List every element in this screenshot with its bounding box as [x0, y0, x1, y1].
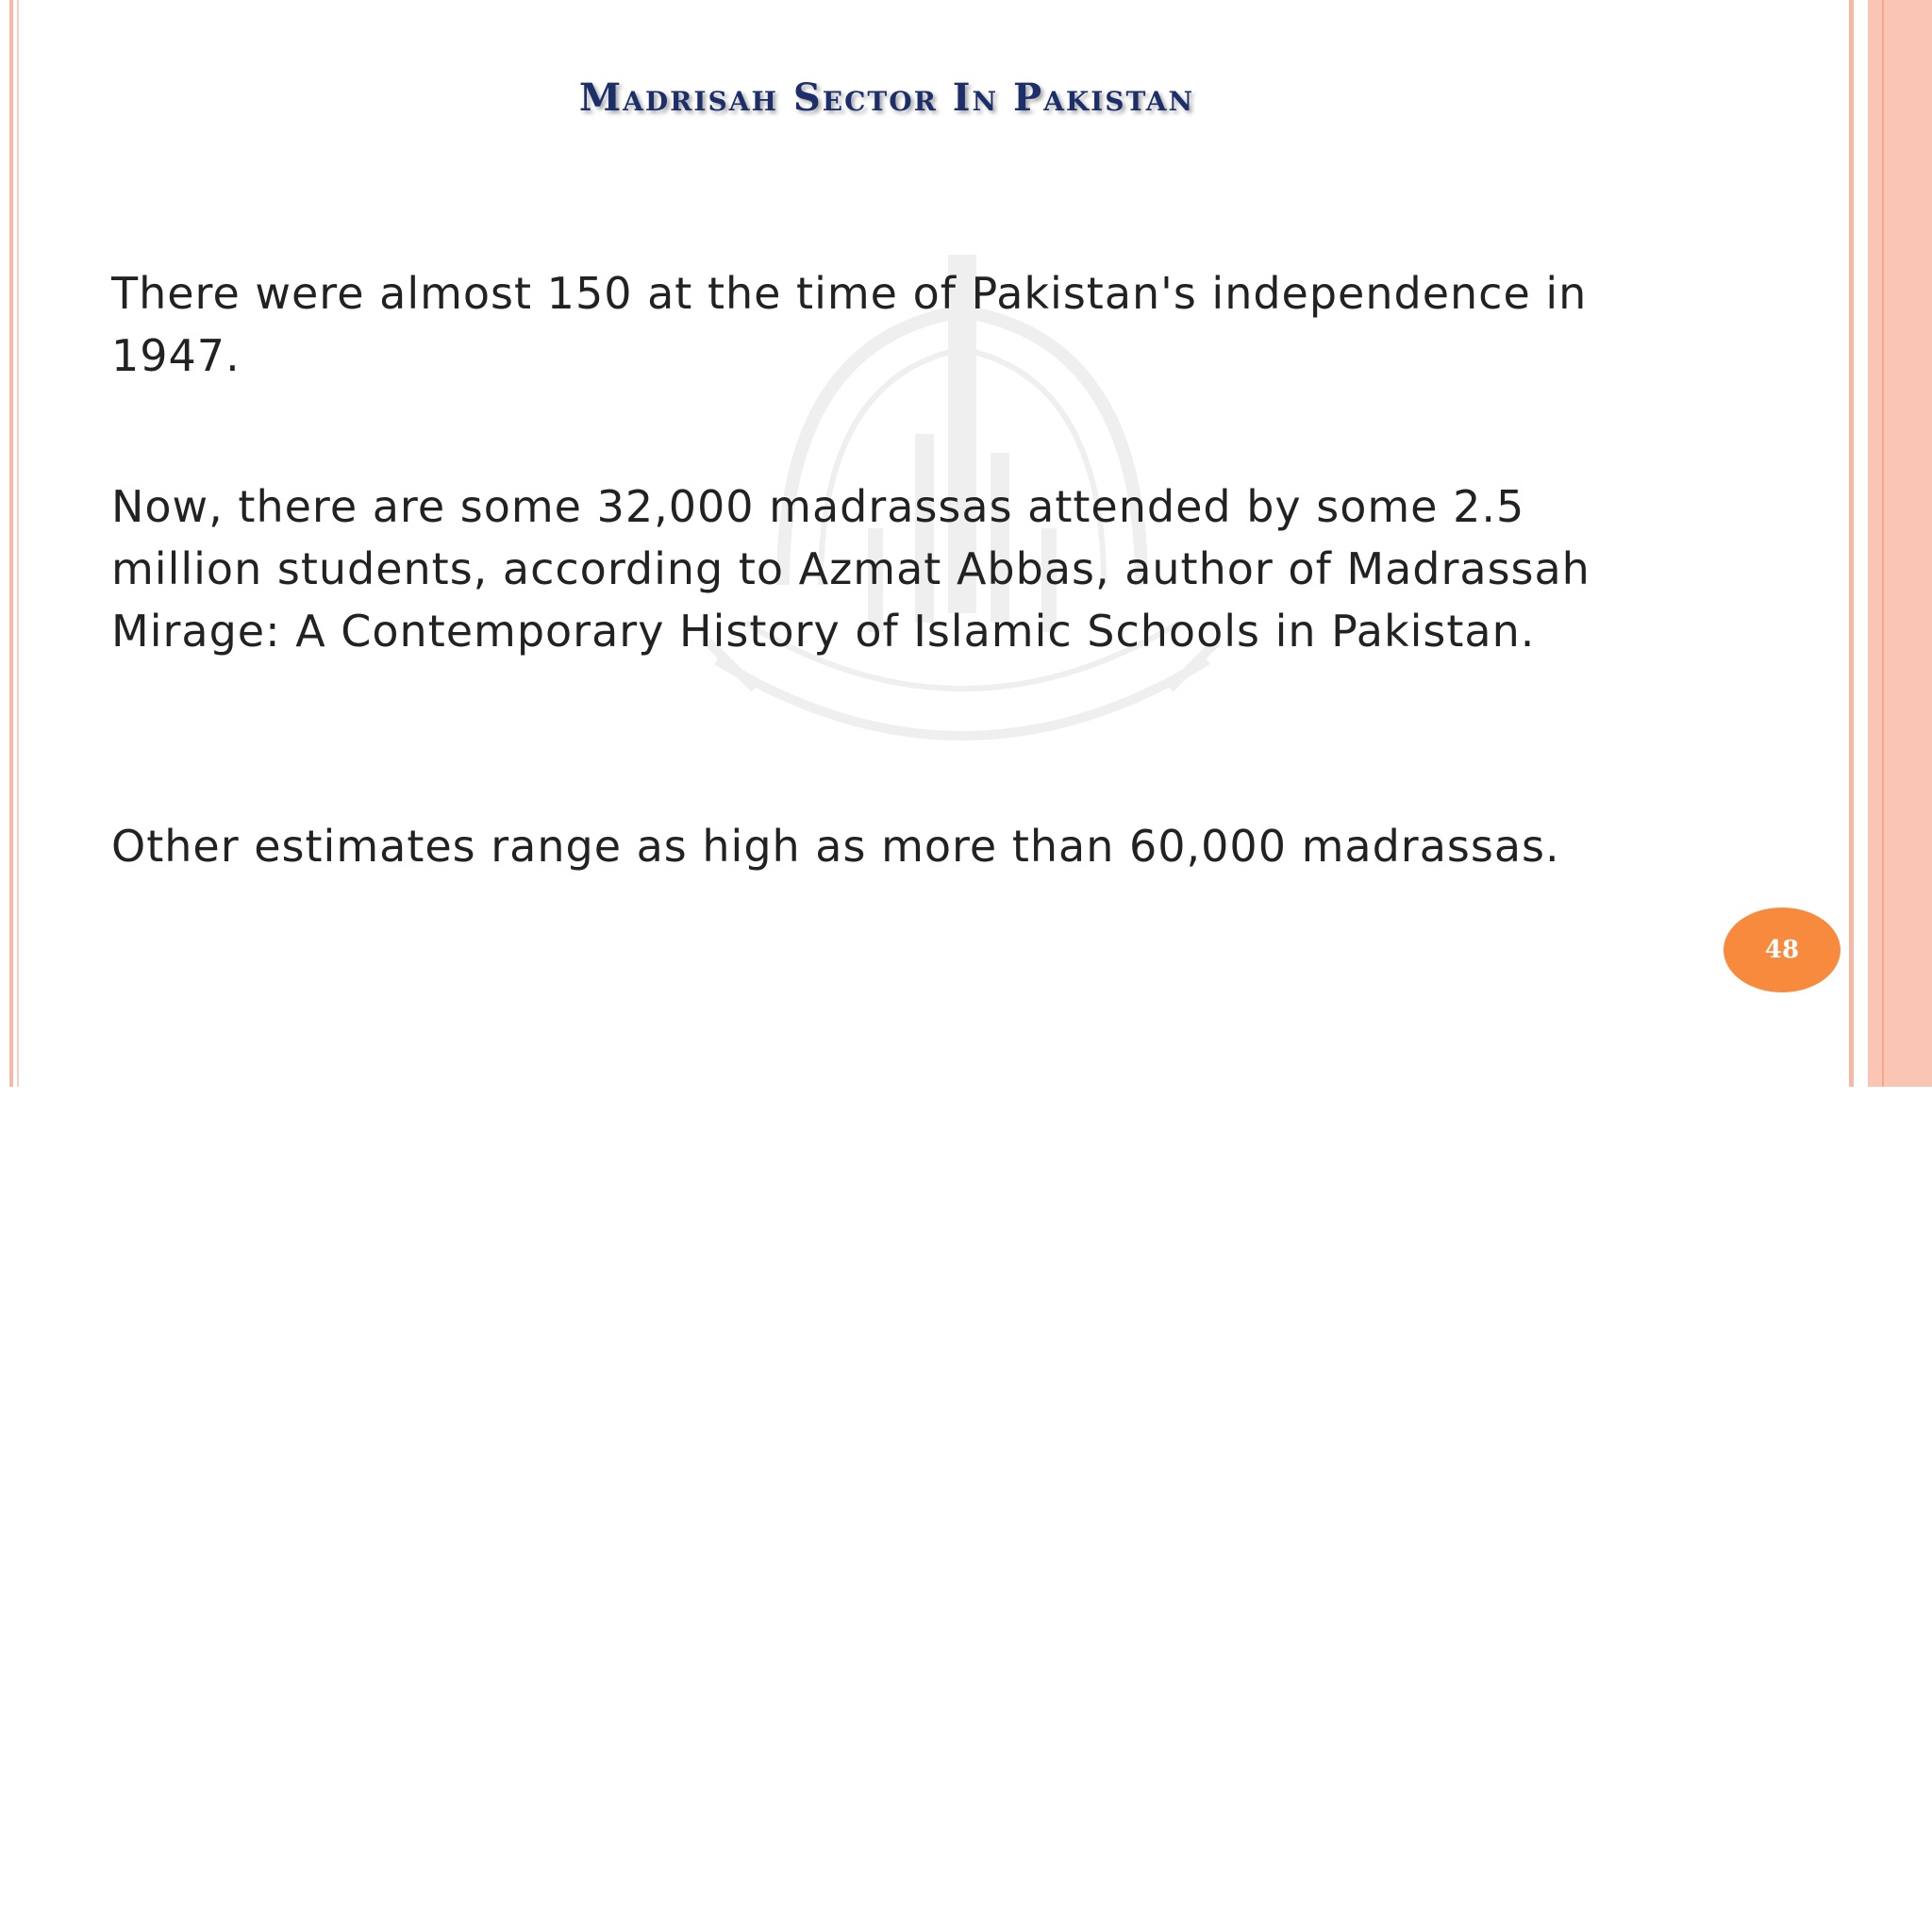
left-border-line-inner: [17, 0, 19, 1087]
slide-title: Madrisah Sector In Pakistan: [578, 75, 1195, 120]
right-border-band: [1868, 0, 1932, 1087]
right-border-band-line: [1882, 0, 1884, 1087]
left-border-line: [9, 0, 13, 1087]
paragraph-independence: There were almost 150 at the time of Pakistan's independence in 1947.: [111, 268, 1588, 381]
paragraph-other-estimates: Other estimates range as high as more than 60,000 madrassas.: [111, 821, 1560, 872]
paragraph-madrassa-count: Now, there are some 32,000 madrassas attended by some 2.5 million students, according to Azmat Abbas, author of Madrassah Mirage: A Contemporary History of Islamic Schools in Pakistan.: [111, 481, 1591, 657]
right-border-line: [1849, 0, 1854, 1087]
page-number-badge: 48: [1724, 908, 1840, 992]
